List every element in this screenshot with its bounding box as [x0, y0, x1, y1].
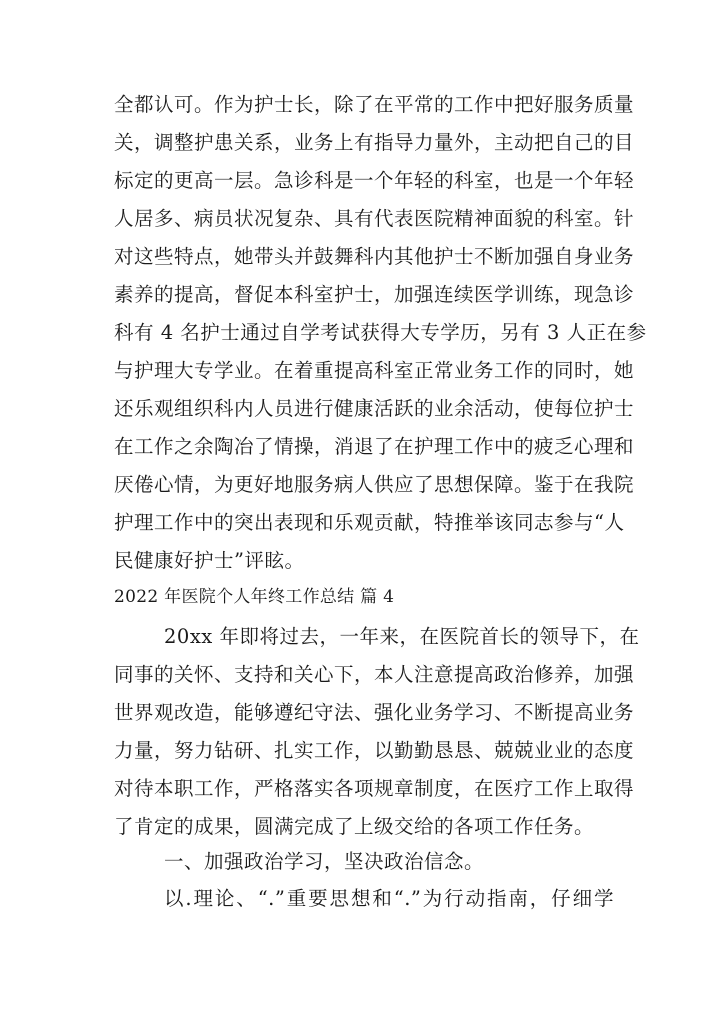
paragraph-line: 人居多、病员状况复杂、具有代表医院精神面貌的科室。针	[114, 207, 635, 230]
paragraph-line: 还乐观组织科内人员进行健康活跃的业余活动，使每位护士	[114, 397, 635, 420]
subsection-heading: 一、加强政治学习，坚决政治信念。	[164, 850, 485, 873]
paragraph-line: 护理工作中的突出表现和乐观贡献，特推举该同志参与“人	[114, 511, 625, 534]
paragraph-line: 标定的更高一层。急诊科是一个年轻的科室，也是一个年轻	[114, 169, 635, 192]
paragraph-line: 世界观改造，能够遵纪守法、强化业务学习、不断提高业务	[114, 701, 635, 724]
paragraph-line: 力量，努力钻研、扎实工作，以勤勤恳恳、兢兢业业的态度	[114, 739, 635, 762]
paragraph-line: 全都认可。作为护士长，除了在平常的工作中把好服务质量	[114, 93, 635, 116]
paragraph-line: 了肯定的成果，圆满完成了上级交给的各项工作任务。	[114, 815, 595, 838]
paragraph-line: 厌倦心情，为更好地服务病人供应了思想保障。鉴于在我院	[114, 473, 635, 496]
paragraph-line: 对这些特点，她带头并鼓舞科内其他护士不断加强自身业务	[114, 245, 635, 268]
paragraph-line: 民健康好护士”评眩。	[114, 549, 305, 572]
paragraph-line: 对待本职工作，严格落实各项规章制度，在医疗工作上取得	[114, 777, 635, 800]
paragraph-line: 在工作之余陶冶了情操，消退了在护理工作中的疲乏心理和	[114, 435, 635, 458]
paragraph-line: 以.理论、“.”重要思想和“.”为行动指南，仔细学	[164, 887, 614, 910]
section-heading: 2022 年医院个人年终工作总结 篇 4	[114, 587, 395, 607]
paragraph-line: 科有 4 名护士通过自学考试获得大专学历，另有 3 人正在参	[114, 321, 647, 344]
paragraph-line: 素养的提高，督促本科室护士，加强连续医学训练，现急诊	[114, 283, 635, 306]
paragraph-line: 关，调整护患关系，业务上有指导力量外，主动把自己的目	[114, 131, 635, 154]
paragraph-line: 20xx 年即将过去，一年来，在医院首长的领导下，在	[164, 625, 640, 648]
paragraph-line: 与护理大专学业。在着重提高科室正常业务工作的同时，她	[114, 359, 635, 382]
paragraph-line: 同事的关怀、支持和关心下，本人注意提高政治修养，加强	[114, 663, 635, 686]
